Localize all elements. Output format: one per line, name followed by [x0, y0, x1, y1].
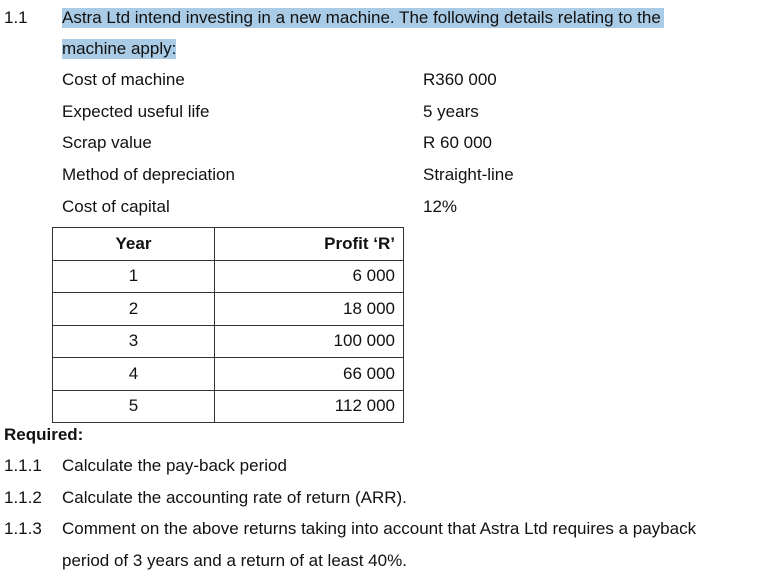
question-intro-line-1: Astra Ltd intend investing in a new machine. The following details relating to the	[62, 8, 664, 28]
year-cell: 4	[53, 358, 215, 391]
detail-label-capital: Cost of capital	[62, 197, 170, 216]
detail-label-depreciation: Method of depreciation	[62, 165, 235, 184]
year-column-header: Year	[53, 228, 215, 261]
required-item-number-3: 1.1.3	[4, 519, 42, 538]
profit-cell: 100 000	[215, 325, 404, 358]
required-heading: Required:	[4, 425, 84, 444]
question-intro-line-2: machine apply:	[62, 39, 177, 58]
detail-value-depreciation: Straight-line	[423, 165, 514, 184]
table-row	[53, 325, 404, 358]
required-item-number-2: 1.1.2	[4, 488, 42, 507]
profit-column-header: Profit ‘R’	[215, 228, 404, 261]
required-item-text-1: Calculate the pay-back period	[62, 456, 287, 475]
detail-value-life: 5 years	[423, 102, 479, 121]
profit-cell: 6 000	[215, 260, 404, 293]
table-row	[53, 293, 404, 326]
detail-value-cost: R360 000	[423, 70, 497, 89]
year-cell: 1	[53, 260, 215, 293]
question-number: 1.1	[4, 8, 28, 27]
detail-value-scrap: R 60 000	[423, 133, 492, 152]
table-row	[53, 358, 404, 391]
required-item-text-3: Comment on the above returns taking into account that Astra Ltd requires a payback	[62, 519, 697, 538]
table-row	[53, 390, 404, 423]
required-item-number-1: 1.1.1	[4, 456, 42, 475]
profit-cell: 66 000	[215, 358, 404, 391]
required-item-text-2: Calculate the accounting rate of return (ARR).	[62, 488, 407, 507]
table-row	[53, 260, 404, 293]
year-cell: 5	[53, 390, 215, 423]
detail-label-scrap: Scrap value	[62, 133, 152, 152]
year-cell: 2	[53, 293, 215, 326]
profit-cell: 112 000	[215, 390, 404, 423]
profit-cell: 18 000	[215, 293, 404, 326]
year-cell: 3	[53, 325, 215, 358]
detail-label-cost: Cost of machine	[62, 70, 185, 89]
detail-value-capital: 12%	[423, 197, 458, 216]
profit-table	[52, 227, 404, 423]
table-header-row	[53, 228, 404, 261]
detail-label-life: Expected useful life	[62, 102, 210, 121]
required-item-text-3-continued: period of 3 years and a return of at least 40%.	[62, 551, 407, 570]
